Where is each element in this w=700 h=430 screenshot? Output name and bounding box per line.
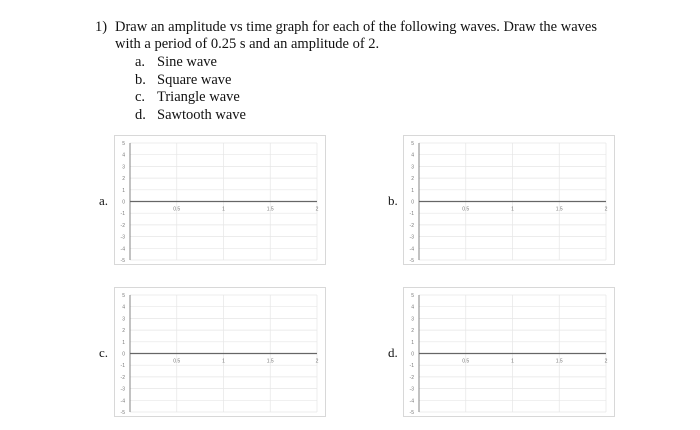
option-text: Sawtooth wave (157, 106, 246, 123)
option-square (135, 72, 246, 90)
y-tick-label: -2 (409, 222, 414, 229)
y-tick-label: 0 (411, 351, 414, 358)
graph-label-a: a. (99, 193, 109, 208)
x-tick-label: 2 (604, 358, 608, 365)
option-sawtooth (135, 107, 246, 125)
y-tick-label: 3 (411, 316, 414, 323)
x-tick-label: 1 (222, 358, 225, 365)
y-tick-label: -3 (120, 386, 125, 393)
y-tick-label: 1 (411, 187, 414, 194)
graph-c-plot (115, 288, 325, 416)
x-tick-label: 2 (315, 358, 319, 365)
option-letter: d. (135, 106, 146, 123)
option-text: Triangle wave (157, 89, 240, 105)
question-number: 1) (95, 19, 108, 35)
x-tick-label: 0.5 (173, 358, 181, 365)
y-tick-label: -4 (120, 398, 125, 405)
y-tick-label: -1 (120, 211, 125, 218)
y-tick-label: -1 (409, 363, 414, 370)
x-tick-label: 2 (604, 206, 608, 213)
y-tick-label: 4 (122, 304, 125, 311)
y-tick-label: 1 (411, 339, 414, 346)
y-tick-label: 1 (122, 187, 125, 194)
y-tick-label: 5 (411, 293, 414, 299)
x-tick-label: 0.5 (462, 358, 470, 365)
graph-d (403, 287, 615, 417)
y-tick-label: -5 (409, 410, 414, 416)
y-tick-label: 2 (122, 176, 125, 183)
y-tick-label: 0 (122, 199, 125, 206)
x-tick-label: 1.5 (266, 206, 274, 213)
y-tick-label: 5 (122, 293, 125, 299)
x-tick-label: 2 (315, 206, 319, 213)
y-tick-label: 4 (411, 304, 414, 311)
graph-b-plot (404, 136, 614, 264)
option-letter: a. (135, 54, 146, 70)
graph-a-plot (115, 136, 325, 264)
option-sine (135, 54, 246, 72)
graph-c (114, 287, 326, 417)
x-tick-label: 1.5 (555, 206, 563, 213)
x-tick-label: 1 (511, 358, 514, 365)
y-tick-label: -5 (409, 258, 414, 264)
y-tick-label: -4 (409, 246, 414, 253)
y-tick-label: -3 (409, 386, 414, 393)
y-tick-label: 4 (411, 152, 414, 159)
y-tick-label: -2 (120, 374, 125, 381)
y-tick-label: -3 (120, 234, 125, 241)
option-triangle (135, 89, 246, 107)
y-tick-label: 3 (411, 164, 414, 171)
y-tick-label: -1 (409, 211, 414, 218)
y-tick-label: 5 (411, 141, 414, 147)
graph-a (114, 135, 326, 265)
graph-label-d: d. (388, 345, 398, 360)
option-text: Square wave (157, 71, 232, 88)
options-list (135, 54, 246, 124)
y-tick-label: -4 (120, 246, 125, 253)
y-tick-label: 2 (411, 328, 414, 335)
y-tick-label: 1 (122, 339, 125, 346)
question-text-line-2: with a period of 0.25 s and an amplitude of 2. (115, 36, 380, 52)
option-letter: c. (135, 89, 146, 105)
y-tick-label: -2 (409, 374, 414, 381)
y-tick-label: 4 (122, 152, 125, 159)
y-tick-label: -5 (120, 258, 125, 264)
y-tick-label: -4 (409, 398, 414, 405)
graph-d-plot (404, 288, 614, 416)
option-letter: b. (135, 71, 146, 88)
x-tick-label: 0.5 (462, 206, 470, 213)
graph-label-b: b. (388, 193, 398, 208)
y-tick-label: 2 (411, 176, 414, 183)
y-tick-label: -5 (120, 410, 125, 416)
x-tick-label: 0.5 (173, 206, 181, 213)
y-tick-label: 0 (122, 351, 125, 358)
x-tick-label: 1 (511, 206, 514, 213)
y-tick-label: 2 (122, 328, 125, 335)
y-tick-label: -2 (120, 222, 125, 229)
graph-label-c: c. (99, 345, 109, 360)
y-tick-label: 3 (122, 164, 125, 171)
option-text: Sine wave (157, 54, 217, 70)
x-tick-label: 1 (222, 206, 225, 213)
y-tick-label: -1 (120, 363, 125, 370)
x-tick-label: 1.5 (555, 358, 563, 365)
x-tick-label: 1.5 (266, 358, 274, 365)
y-tick-label: 0 (411, 199, 414, 206)
y-tick-label: 3 (122, 316, 125, 323)
y-tick-label: -3 (409, 234, 414, 241)
y-tick-label: 5 (122, 141, 125, 147)
graph-b (403, 135, 615, 265)
question-text-line-1: Draw an amplitude vs time graph for each of the following waves. Draw the waves (115, 19, 597, 35)
